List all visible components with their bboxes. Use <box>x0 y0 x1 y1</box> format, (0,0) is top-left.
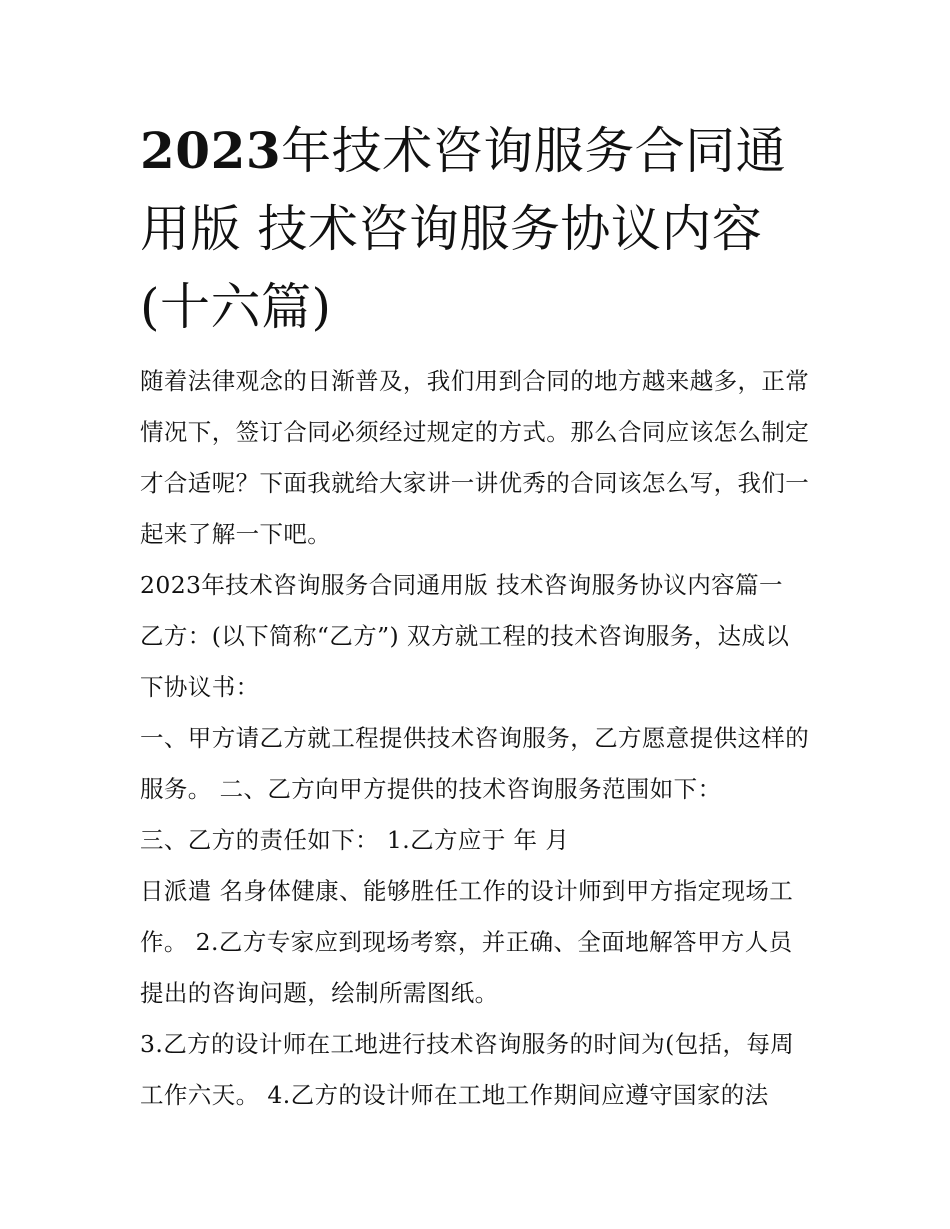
party-paragraph: 乙方：(以下简称“乙方”) 双方就工程的技术咨询服务，达成以下协议书： <box>140 622 790 701</box>
clause-three-item-three: 3.乙方的设计师在工地进行技术咨询服务的时间为(包括，每周工作六天。 4.乙方的设计师在工地工作期间应遵守国家的法 <box>140 1030 795 1109</box>
clause-three: 三、乙方的责任如下： 1.乙方应于 年 月 <box>140 826 570 854</box>
title-year: 2023 <box>140 121 282 180</box>
document-body <box>140 112 812 1121</box>
document-title <box>140 112 812 346</box>
intro-paragraph: 随着法律观念的日渐普及，我们用到合同的地方越来越多，正常情况下，签订合同必须经过规定的方式。那么合同应该怎么制定才合适呢？下面我就给大家讲一讲优秀的合同该怎么写，我们一起来了解一下吧。 <box>140 367 810 548</box>
section-heading: 2023年技术咨询服务合同通用版 技术咨询服务协议内容篇一 <box>140 571 783 599</box>
title-text: 年技术咨询服务合同通用版 技术咨询服务协议内容(十六篇) <box>140 122 787 336</box>
clause-one-two: 一、甲方请乙方就工程提供技术咨询服务，乙方愿意提供这样的服务。 二、乙方向甲方提供的技术咨询服务范围如下： <box>140 724 810 803</box>
clause-three-continued: 日派遣 名身体健康、能够胜任工作的设计师到甲方指定现场工作。 2.乙方专家应到现场考察，并正确、全面地解答甲方人员提出的咨询问题，绘制所需图纸。 <box>140 877 794 1007</box>
